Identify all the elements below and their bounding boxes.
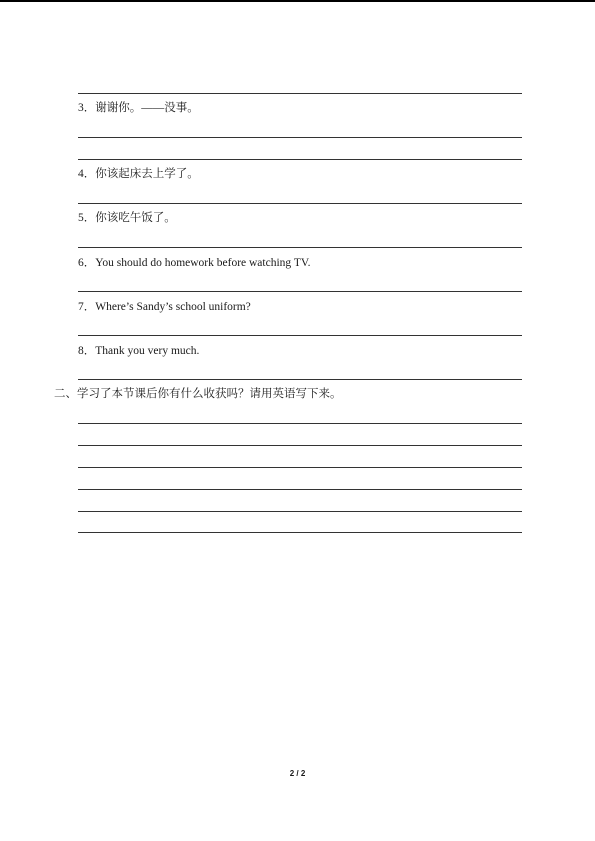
question-6: 6．You should do homework before watching TV. <box>78 257 311 269</box>
answer-line <box>78 159 522 160</box>
answer-line <box>78 291 522 292</box>
answer-line <box>78 93 522 94</box>
writing-line <box>78 532 522 533</box>
page-number: 2 / 2 <box>289 769 306 778</box>
question-7: 7．Where’s Sandy’s school uniform? <box>78 301 251 313</box>
writing-line <box>78 489 522 490</box>
section-2-title: 二、学习了本节课后你有什么收获吗？请用英语写下来。 <box>54 388 342 400</box>
question-5: 5．你该吃午饭了。 <box>78 212 176 224</box>
writing-line <box>78 511 522 512</box>
writing-line <box>78 423 522 424</box>
writing-line <box>78 445 522 446</box>
answer-line <box>78 379 522 380</box>
question-3: 3．谢谢你。——没事。 <box>78 102 199 114</box>
answer-line <box>78 247 522 248</box>
question-4: 4．你该起床去上学了。 <box>78 168 199 180</box>
question-8: 8．Thank you very much. <box>78 345 200 357</box>
answer-line <box>78 335 522 336</box>
answer-line <box>78 137 522 138</box>
writing-line <box>78 467 522 468</box>
page-top-border <box>0 0 595 2</box>
answer-line <box>78 203 522 204</box>
